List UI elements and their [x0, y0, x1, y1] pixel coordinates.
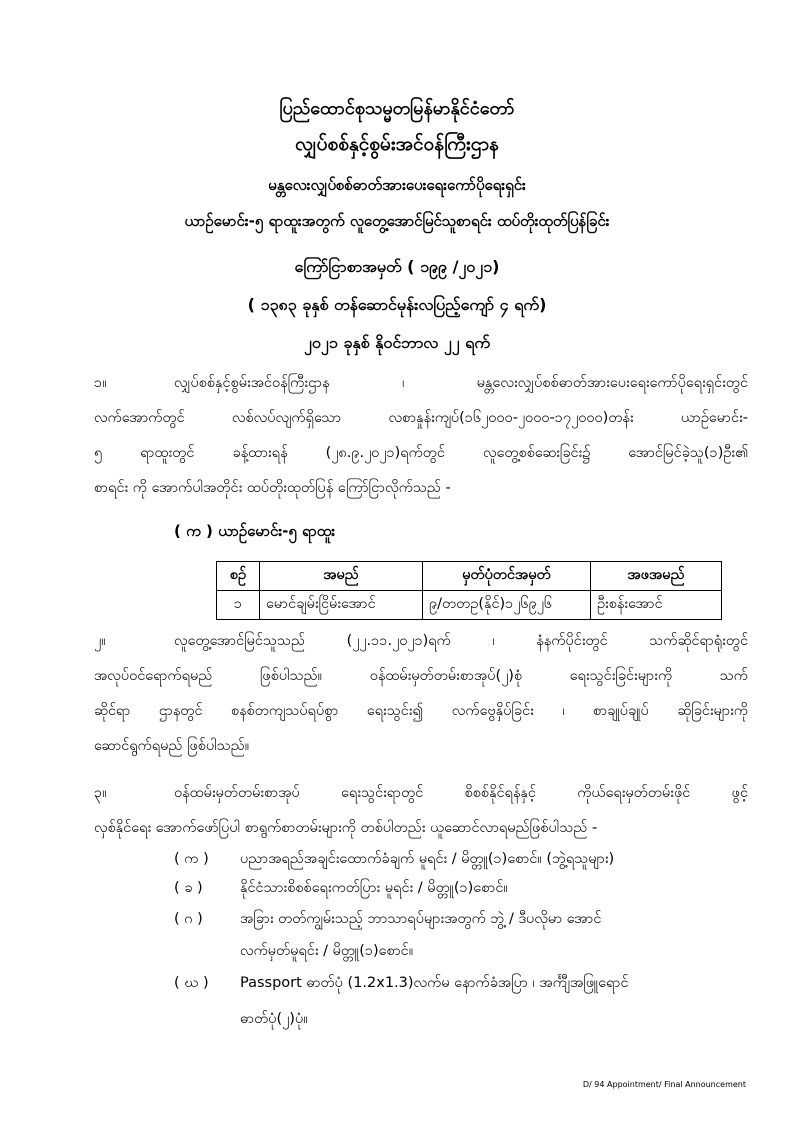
- gregorian-date: ၂၀၂၁ ခုနှစ် နိုဝင်ဘာလ ၂၂ ရက်: [304, 333, 490, 352]
- column-header: မှတ်ပုံတင်အမှတ်: [423, 562, 591, 591]
- paragraph-number: ၃။: [94, 785, 107, 801]
- paragraph-line: [94, 624, 748, 659]
- list-item-text: အခြား တတ်ကျွမ်းသည့် ဘာသာရပ်များအတွက် ဘွဲ့ / ဒီပလိုမာ အောင်: [240, 911, 602, 927]
- section-label: ( က ): [174, 522, 213, 540]
- paragraph-line: လှစ်နိုင်ရေး အောက်ဖော်ပြပါ စာရွက်စာတမ်းများကို တစ်ပါတည်း ယူဆောင်လာရမည်ဖြစ်ပါသည် -: [94, 820, 598, 836]
- section-title: ယာဉ်မောင်း-၅ ရာထူး: [218, 522, 336, 540]
- announcement-subject: ယာဉ်မောင်း-၅ ရာထူးအတွက် လူတွေ့အောင်မြင်သူစာရင်း ထပ်တိုးထုတ်ပြန်ခြင်း: [184, 212, 610, 230]
- paragraph-1: [94, 366, 748, 506]
- list-item-label: ( ဃ ): [174, 975, 209, 991]
- paragraph-text: လျှပ်စစ်နှင့်စွမ်းအင်ဝန်ကြီးဌာန ၊ မန္တလေးလျှပ်စစ်ဓာတ်အားပေးရေးကော်ပိုရေးရှင်းတွင်: [174, 375, 748, 391]
- corporation-title: မန္တလေးလျှပ်စစ်ဓာတ်အားပေးရေးကော်ပိုရေးရှင်း: [268, 176, 526, 194]
- paragraph-2: [94, 624, 748, 764]
- list-item: [174, 910, 601, 931]
- myanmar-calendar-date: ( ၁၃၈၃ ခုနှစ် တန်ဆောင်မုန်းလပြည့်ကျော် ၄ ရက်): [247, 295, 547, 314]
- paragraph-text: ဝန်ထမ်းမှတ်တမ်းစာအုပ် ရေးသွင်းရာတွင် စိစစ်နိုင်ရန်နှင့် ကိုယ်ရေးမှတ်တမ်းဖိုင် ဖွင့်: [174, 785, 748, 801]
- list-item-continuation: ဓာတ်ပုံ(၂)ပုံ။: [240, 1011, 308, 1027]
- paragraph-line: စာရင်း ကို အောက်ပါအတိုင်း ထပ်တိုးထုတ်ပြန် ကြော်ငြာလိုက်သည် -: [94, 480, 451, 496]
- paragraph-3: [94, 776, 748, 846]
- paragraph-line: ဆောင်ရွက်ရမည် ဖြစ်ပါသည်။: [94, 738, 250, 754]
- ministry-title: လျှပ်စစ်နှင့်စွမ်းအင်ဝန်ကြီးဌာန: [295, 133, 499, 155]
- column-header: စဉ်: [217, 562, 260, 591]
- column-header: အဖအမည်: [591, 562, 722, 591]
- announcement-number: ကြော်ငြာစာအမှတ် ( ၁၉၉ /၂၀၂၁): [294, 257, 500, 276]
- list-item-text: Passport ဓာတ်ပုံ (1.2x1.3)လက်မ နောက်ခံအပြာ ၊ အင်္ကျီအဖြူရောင်: [240, 975, 629, 991]
- table-cell: ၁: [217, 591, 260, 620]
- paragraph-line: ဆိုင်ရာ ဌာနတွင် စနစ်တကျသပ်ရပ်စွာ ရေးသွင်း၍ လက်ဗွေနှိပ်ခြင်း ၊ စာချုပ်ချုပ် ဆိုခြင်းများကို: [94, 703, 748, 719]
- paragraph-line: လက်အောက်တွင် လစ်လပ်လျက်ရှိသော လစာနှုန်းကျပ်(၁၆၂၀၀၀-၂၀၀၀-၁၇၂၀၀၀)တန်း ယာဉ်မောင်း-: [94, 410, 748, 426]
- table-cell: ဦးစန်းအောင်: [591, 591, 722, 620]
- list-item: [174, 974, 629, 995]
- country-title: ပြည်ထောင်စုသမ္မတမြန်မာနိုင်ငံတော်: [279, 98, 515, 119]
- paragraph-line: ၅ ရာထူးတွင် ခန့်ထားရန် (၂၈.၉.၂၀၂၁)ရက်တွင် လူတွေ့စစ်ဆေးခြင်း၌ အောင်မြင်ခဲ့သူ(၁)ဦး၏: [94, 445, 748, 461]
- list-item-text: ပညာအရည်အချင်းထောက်ခံချက် မူရင်း / မိတ္တူ(၁)စောင်။ (ဘွဲ့ရသူများ): [240, 851, 615, 867]
- table-cell: ၉/တတဥ(နိုင်)၁၂၆၉၂၆: [423, 591, 591, 620]
- list-item: [174, 850, 614, 871]
- column-header: အမည်: [260, 562, 423, 591]
- results-table: [216, 561, 722, 620]
- table-header-row: [217, 562, 722, 591]
- table-row: [217, 591, 722, 620]
- list-item-label: ( က ): [174, 851, 209, 867]
- list-item-label: ( ခ ): [174, 880, 203, 896]
- paragraph-line: [94, 366, 748, 401]
- list-item: [174, 879, 508, 900]
- table-cell: မောင်ချမ်းငြိမ်းအောင်: [260, 591, 423, 620]
- paragraph-number: ၂။: [94, 633, 106, 649]
- paragraph-text: လူတွေ့အောင်မြင်သူသည် (၂၂.၁၁.၂၀၂၁)ရက် ၊ နံနက်ပိုင်းတွင် သက်ဆိုင်ရာရုံးတွင်: [174, 633, 748, 649]
- paragraph-line: အလုပ်ဝင်ရောက်ရမည် ဖြစ်ပါသည်။ ဝန်ထမ်းမှတ်တမ်းစာအုပ်(၂)စုံ ရေးသွင်းခြင်းများကို သက်: [94, 668, 748, 684]
- paragraph-line: [94, 776, 748, 811]
- document-reference-footer: D/ 94 Appointment/ Final Announcement: [582, 1080, 746, 1089]
- list-item-text: နိုင်ငံသားစိစစ်ရေးကတ်ပြား မူရင်း / မိတ္တူ(၁)စောင်။: [240, 880, 508, 896]
- section-a-heading: [174, 522, 335, 544]
- list-item-label: ( ဂ ): [174, 911, 203, 927]
- paragraph-number: ၁။: [94, 375, 107, 391]
- list-item-continuation: လက်မှတ်မူရင်း / မိတ္တူ(၁)စောင်။: [240, 943, 414, 959]
